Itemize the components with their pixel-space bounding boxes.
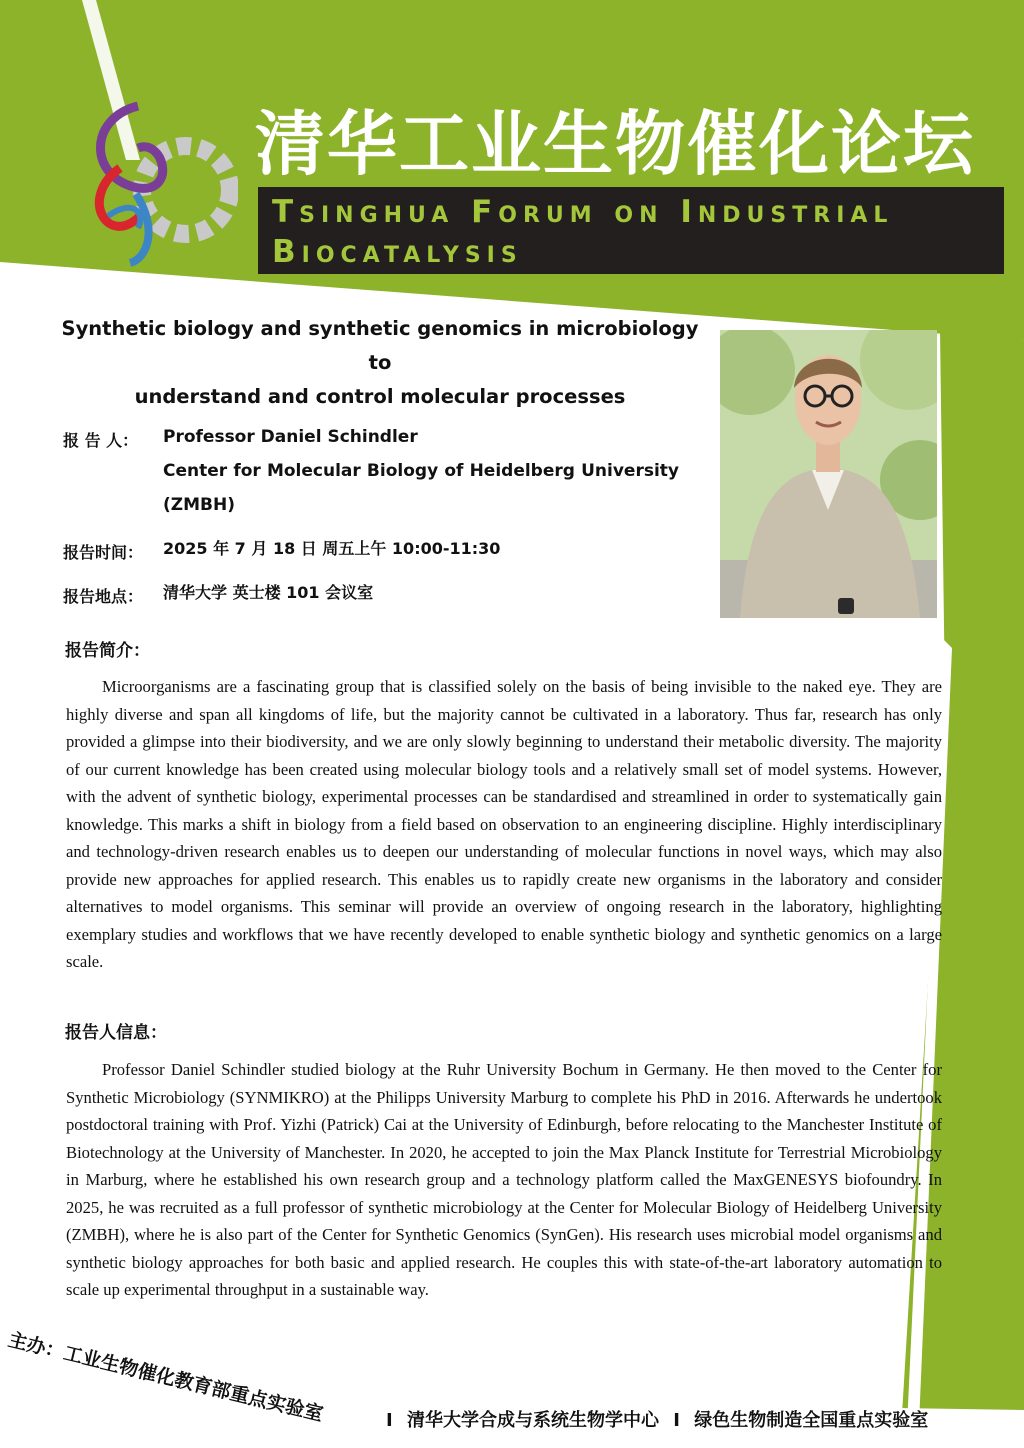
separator: I xyxy=(386,1410,393,1431)
abstract-text: Microorganisms are a fascinating group that is classified solely on the basis of being invisible to the naked eye. They are highly diverse and span all kingdoms of life, but the majority cannot be cultivated in a laboratory. Thus far, research has only provided a glimpse into their biodiversity, and we are only slowly beginning to understand their metabolic diversity. The majority of our current knowledge has been created using molecular biology tools and a relatively small set of model systems. However, with the advent of synthetic biology, experimental processes can be standardised and streamlined in order to systematically gain knowledge. This marks a shift in biology from a field based on observation to an engineering discipline. Highly interdisciplinary and technology-driven research enables us to deepen our understanding of molecular functions in novel ways, which may also provide new approaches for applied research. This enables us to rapidly create new organisms in the laboratory and consider alternatives to model organisms. This seminar will provide an overview of ongoing research in the laboratory, highlighting exemplary studies and workflows that we have recently developed to enable synthetic biology and synthetic genomics on a large scale. xyxy=(66,677,942,971)
talk-title-line1: Synthetic biology and synthetic genomics in microbiology to xyxy=(61,317,699,374)
speaker-label: 报 告 人： xyxy=(63,431,139,450)
talk-title xyxy=(60,312,700,414)
organizer-2: 清华大学合成与系统生物学中心 xyxy=(406,1410,659,1431)
organizer-prefix: 主办： xyxy=(5,1328,67,1364)
location-value: 清华大学 英士楼 101 会议室 xyxy=(163,583,374,602)
organizer-secondary xyxy=(378,1406,928,1432)
organizer-3: 绿色生物制造全国重点实验室 xyxy=(694,1410,929,1431)
organizer-1: 工业生物催化教育部重点实验室 xyxy=(61,1342,326,1426)
forum-title-english xyxy=(272,192,1002,272)
separator: I xyxy=(673,1410,680,1431)
speaker-photo xyxy=(720,330,937,618)
time-label: 报告时间： xyxy=(63,543,144,562)
speaker-affiliation: Center for Molecular Biology of Heidelberg University (ZMBH) xyxy=(163,461,679,515)
bio-heading: 报告人信息： xyxy=(65,1023,167,1043)
forum-title-chinese: 清华工业生物催化论坛 xyxy=(255,103,975,185)
forum-title-english-line1: Tsinghua Forum on Industrial xyxy=(272,194,894,230)
speaker-name: Professor Daniel Schindler xyxy=(163,427,418,447)
location-label: 报告地点： xyxy=(63,587,144,606)
time-value: 2025 年 7 月 18 日 周五上午 10:00-11:30 xyxy=(163,539,501,558)
forum-title-english-line2: Biocatalysis xyxy=(272,234,523,270)
abstract-heading: 报告简介： xyxy=(65,641,150,661)
forum-logo xyxy=(78,98,238,268)
talk-title-line2: understand and control molecular processes xyxy=(134,385,626,408)
bio-text: Professor Daniel Schindler studied biology at the Ruhr University Bochum in Germany. He then moved to the Center for Synthetic Microbiology (SYNMIKRO) at the Philipps University Marburg to complete his PhD in 2016. Afterwards he undertook postdoctoral training with Prof. Yizhi (Patrick) Cai at the University of Edinburgh, before relocating to the Manchester Institute of Biotechnology at the University of Manchester. In 2020, he accepted to join the Max Planck Institute for Terrestrial Microbiology in Marburg, where he established his own research group and a technology platform called the MaxGENESYS biofoundry. In 2025, he was recruited as a full professor of synthetic microbiology at the Center for Molecular Biology of Heidelberg University (ZMBH), where he is also part of the Center for Synthetic Genomics (SynGen). His research uses microbial model organisms and synthetic biology approaches for both basic and applied research. He couples this with state-of-the-art laboratory automation to scale up experimental throughput in a sustainable way. xyxy=(66,1060,942,1299)
